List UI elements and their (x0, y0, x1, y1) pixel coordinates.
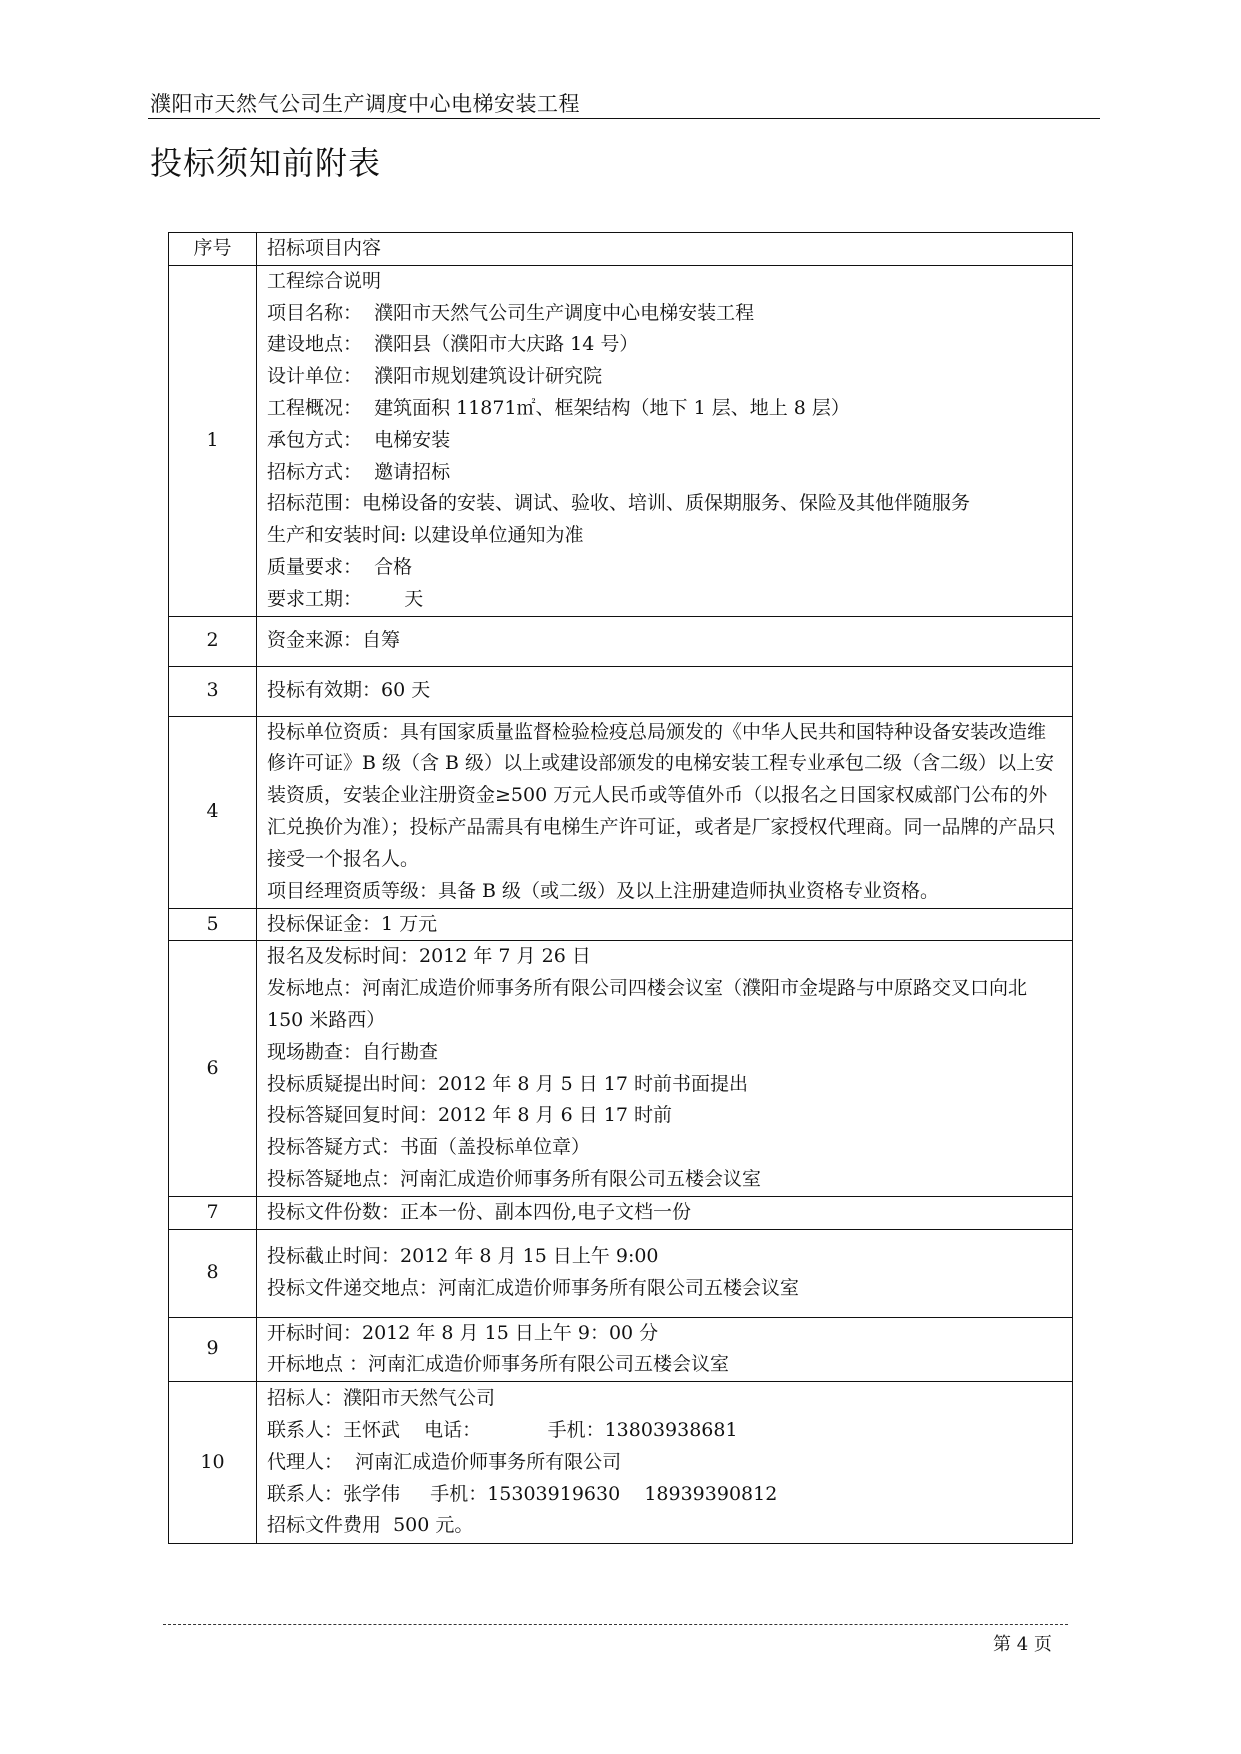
table-row (169, 1382, 1073, 1544)
table-header-row (169, 233, 1073, 266)
row-content (257, 941, 1073, 1196)
content-line: 投标质疑提出时间：2012 年 8 月 5 日 17 时前书面提出 (267, 1072, 748, 1095)
row-number: 10 (169, 1382, 257, 1544)
content-line: 发标地点：河南汇成造价师事务所有限公司四楼会议室（濮阳市金堤路与中原路交叉口向北 150 米路西） (267, 977, 1034, 1031)
content-line: 投标保证金：1 万元 (267, 912, 438, 935)
content-line: 投标答疑回复时间：2012 年 8 月 6 日 17 时前 (267, 1104, 672, 1127)
content-line: 项目名称： 濮阳市天然气公司生产调度中心电梯安装工程 (267, 301, 755, 324)
content-line: 投标答疑方式：书面（盖投标单位章） (267, 1136, 591, 1159)
content-line: 招标方式： 邀请招标 (267, 460, 451, 483)
header-num: 序号 (169, 233, 257, 266)
table-row (169, 1196, 1073, 1229)
content-line: 工程综合说明 (267, 269, 382, 292)
footer-divider (163, 1624, 1068, 1625)
table-row (169, 666, 1073, 716)
header-divider (148, 118, 1100, 119)
content-line: 投标文件份数：正本一份、副本四份,电子文档一份 (267, 1200, 692, 1223)
content-line: 生产和安装时间: 以建设单位通知为准 (267, 524, 584, 547)
row-content (257, 666, 1073, 716)
table-row (169, 1229, 1073, 1317)
row-number: 1 (169, 265, 257, 616)
header-content: 招标项目内容 (257, 233, 1073, 266)
table-row (169, 265, 1073, 616)
content-line: 要求工期： 天 (267, 587, 424, 610)
row-content (257, 1382, 1073, 1544)
row-number: 3 (169, 666, 257, 716)
row-number: 8 (169, 1229, 257, 1317)
row-content (257, 1317, 1073, 1382)
content-line: 代理人： 河南汇成造价师事务所有限公司 (267, 1450, 622, 1473)
bidding-notice-table (168, 232, 1073, 1544)
content-line: 投标单位资质：具有国家质量监督检验检疫总局颁发的《中华人民共和国特种设备安装改造维修许可证》B 级（含 B 级）以上或建设部颁发的电梯安装工程专业承包二级（含二级）以上安装资质，安装企业注册资金≥500 万元人民币或等值外币（以报名之日国家权威部门公布的外汇兑换价为准）；投标产品需具有电梯生产许可证，或者是厂家授权代理商。同一品牌的产品只接受一个报名人。 (267, 720, 1056, 870)
content-line: 工程概况： 建筑面积 11871㎡、框架结构（地下 1 层、地上 8 层） (267, 396, 850, 419)
row-number: 2 (169, 616, 257, 666)
content-line: 招标范围：电梯设备的安装、调试、验收、培训、质保期服务、保险及其他伴随服务 (267, 492, 971, 515)
content-line: 现场勘查：自行勘查 (267, 1040, 439, 1063)
table-row (169, 716, 1073, 908)
content-line: 联系人：张学伟 手机：15303919630 18939390812 (267, 1482, 778, 1505)
row-content (257, 616, 1073, 666)
row-content (257, 908, 1073, 941)
content-line: 开标地点 ：河南汇成造价师事务所有限公司五楼会议室 (267, 1353, 730, 1376)
content-line: 投标答疑地点：河南汇成造价师事务所有限公司五楼会议室 (267, 1167, 762, 1190)
content-line: 投标截止时间：2012 年 8 月 15 日上午 9:00 (267, 1245, 659, 1268)
row-number: 9 (169, 1317, 257, 1382)
table-row (169, 941, 1073, 1196)
row-number: 7 (169, 1196, 257, 1229)
running-header: 濮阳市天然气公司生产调度中心电梯安装工程 (150, 92, 580, 116)
document-title: 投标须知前附表 (150, 144, 382, 182)
content-line: 投标文件递交地点：河南汇成造价师事务所有限公司五楼会议室 (267, 1277, 800, 1300)
row-content (257, 716, 1073, 908)
content-line: 开标时间：2012 年 8 月 15 日上午 9：00 分 (267, 1321, 659, 1344)
content-line: 招标文件费用 500 元。 (267, 1514, 474, 1537)
table-row (169, 1317, 1073, 1382)
content-line: 承包方式： 电梯安装 (267, 428, 451, 451)
row-content (257, 265, 1073, 616)
content-line: 设计单位： 濮阳市规划建筑设计研究院 (267, 365, 603, 388)
row-number: 4 (169, 716, 257, 908)
row-number: 5 (169, 908, 257, 941)
table-row (169, 908, 1073, 941)
content-line: 招标人：濮阳市天然气公司 (267, 1387, 496, 1410)
content-line: 质量要求： 合格 (267, 555, 413, 578)
content-line: 联系人：王怀武 电话： 手机：13803938681 (267, 1418, 738, 1441)
row-number: 6 (169, 941, 257, 1196)
content-line: 建设地点： 濮阳县（濮阳市大庆路 14 号） (267, 333, 639, 356)
content-line: 资金来源：自筹 (267, 629, 401, 652)
row-content (257, 1229, 1073, 1317)
row-content (257, 1196, 1073, 1229)
content-line: 报名及发标时间：2012 年 7 月 26 日 (267, 945, 591, 968)
table-row (169, 616, 1073, 666)
content-line: 项目经理资质等级：具备 B 级（或二级）及以上注册建造师执业资格专业资格。 (267, 879, 940, 902)
content-line: 投标有效期：60 天 (267, 679, 431, 702)
page-number: 第 4 页 (993, 1634, 1052, 1655)
